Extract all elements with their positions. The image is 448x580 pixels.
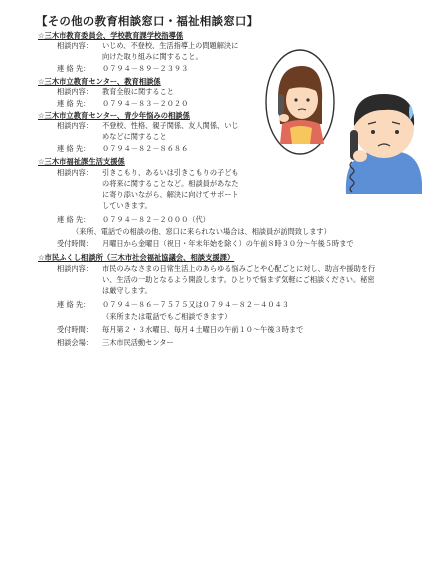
- section-5-hours: [57, 325, 303, 336]
- content-line: 市民のみなさまの日常生活上のあらゆる悩みごとや心配ごとに対し、助言や援助を行: [102, 264, 376, 273]
- section-4-hours: [57, 239, 354, 250]
- boy-figure: [346, 94, 422, 194]
- visit-note: （来所または電話でもご相談できます）: [102, 312, 232, 321]
- content-line: していきます。: [102, 201, 152, 210]
- section-heading-education-center: ☆三木市立教育センター、教育相談係: [38, 77, 161, 86]
- content-line: いじめ、不登校、生活指導上の問題解決に: [102, 41, 239, 50]
- section-1-content: [57, 41, 238, 52]
- content-label: 相談内容：: [57, 121, 93, 130]
- section-3-contact: [57, 144, 188, 155]
- section-heading-citizen-welfare: ☆市民ふくし相談所（三木市社会福祉協議会、相談支援課）: [38, 253, 235, 262]
- content-label: 相談内容：: [57, 41, 93, 50]
- page-title: 【その他の教育相談窓口・福祉相談窓口】: [36, 14, 259, 28]
- content-line: 不登校、性格、親子関係、友人関係、いじ: [102, 121, 239, 130]
- contact-label: 連 絡 先：: [57, 99, 91, 108]
- content-line: は厳守します。: [102, 286, 152, 295]
- section-5-venue: [57, 338, 174, 349]
- contact-label: 連 絡 先：: [57, 64, 91, 73]
- section-5-content: [57, 264, 375, 275]
- hours-text: 毎月第２・３水曜日、毎月４土曜日の午前１０～午後３時まで: [102, 325, 304, 334]
- content-line: 教育全般に関すること: [102, 87, 174, 96]
- section-5-contact: [57, 300, 289, 311]
- hours-label: 受付時間：: [57, 325, 93, 334]
- contact-label: 連 絡 先：: [57, 300, 91, 309]
- content-line: めなどに関すること: [102, 131, 167, 141]
- content-label: 相談内容：: [57, 168, 93, 177]
- phone-number[interactable]: ０７９４－８６－７５７５又は０７９４－８２－４０４３: [102, 300, 289, 309]
- content-label: 相談内容：: [57, 264, 93, 273]
- hours-label: 受付時間：: [57, 239, 93, 248]
- section-3-content: [57, 121, 239, 132]
- section-heading-youth-counseling: ☆三木市立教育センター、青少年悩みの相談係: [38, 111, 190, 120]
- venue-text: 三木市民活動センター: [102, 338, 174, 347]
- section-1-contact: [57, 64, 188, 75]
- phone-number[interactable]: ０７９４－８３－２０２０: [102, 99, 189, 108]
- section-4-contact: [57, 215, 210, 226]
- visit-note: （来所、電話での相談の他、窓口に来られない場合は、相談員が訪問致します）: [72, 227, 331, 236]
- section-2-content: [57, 87, 174, 98]
- content-label: 相談内容：: [57, 87, 93, 96]
- content-line: い、生活の一助となるよう開設します。ひとりで悩まず気軽にご相談ください。秘密: [102, 275, 375, 284]
- phone-number[interactable]: ０７９４－８２－２０００（代）: [102, 215, 210, 224]
- woman-phone-icon: [278, 94, 284, 116]
- hours-text: 月曜日から金曜日（祝日・年末年始を除く）の午前８時３０分～午後５時まで: [102, 239, 354, 248]
- contact-label: 連 絡 先：: [57, 144, 91, 153]
- woman-figure: [278, 66, 324, 144]
- content-line: の将来に関することなど。相談員があなた: [102, 179, 239, 188]
- section-heading-school-guidance: ☆三木市教育委員会、学校教育課学校指導係: [38, 31, 184, 40]
- section-2-contact: [57, 99, 188, 110]
- content-line: 向けた取り組みに関すること。: [102, 51, 203, 61]
- venue-label: 相談会場：: [57, 338, 93, 347]
- content-line: 引きこもり、あるいは引きこもりの子ども: [102, 168, 239, 177]
- phone-number[interactable]: ０７９４－８２－８６８６: [102, 144, 189, 153]
- phone-call-illustration: [260, 44, 422, 194]
- content-line: に寄り添いながら、解決に向けてサポート: [102, 190, 239, 199]
- section-heading-welfare-support: ☆三木市福祉課生活支援係: [38, 157, 125, 166]
- section-4-content: [57, 168, 239, 179]
- phone-number[interactable]: ０７９４－８９－２３９３: [102, 64, 189, 73]
- contact-label: 連 絡 先：: [57, 215, 91, 224]
